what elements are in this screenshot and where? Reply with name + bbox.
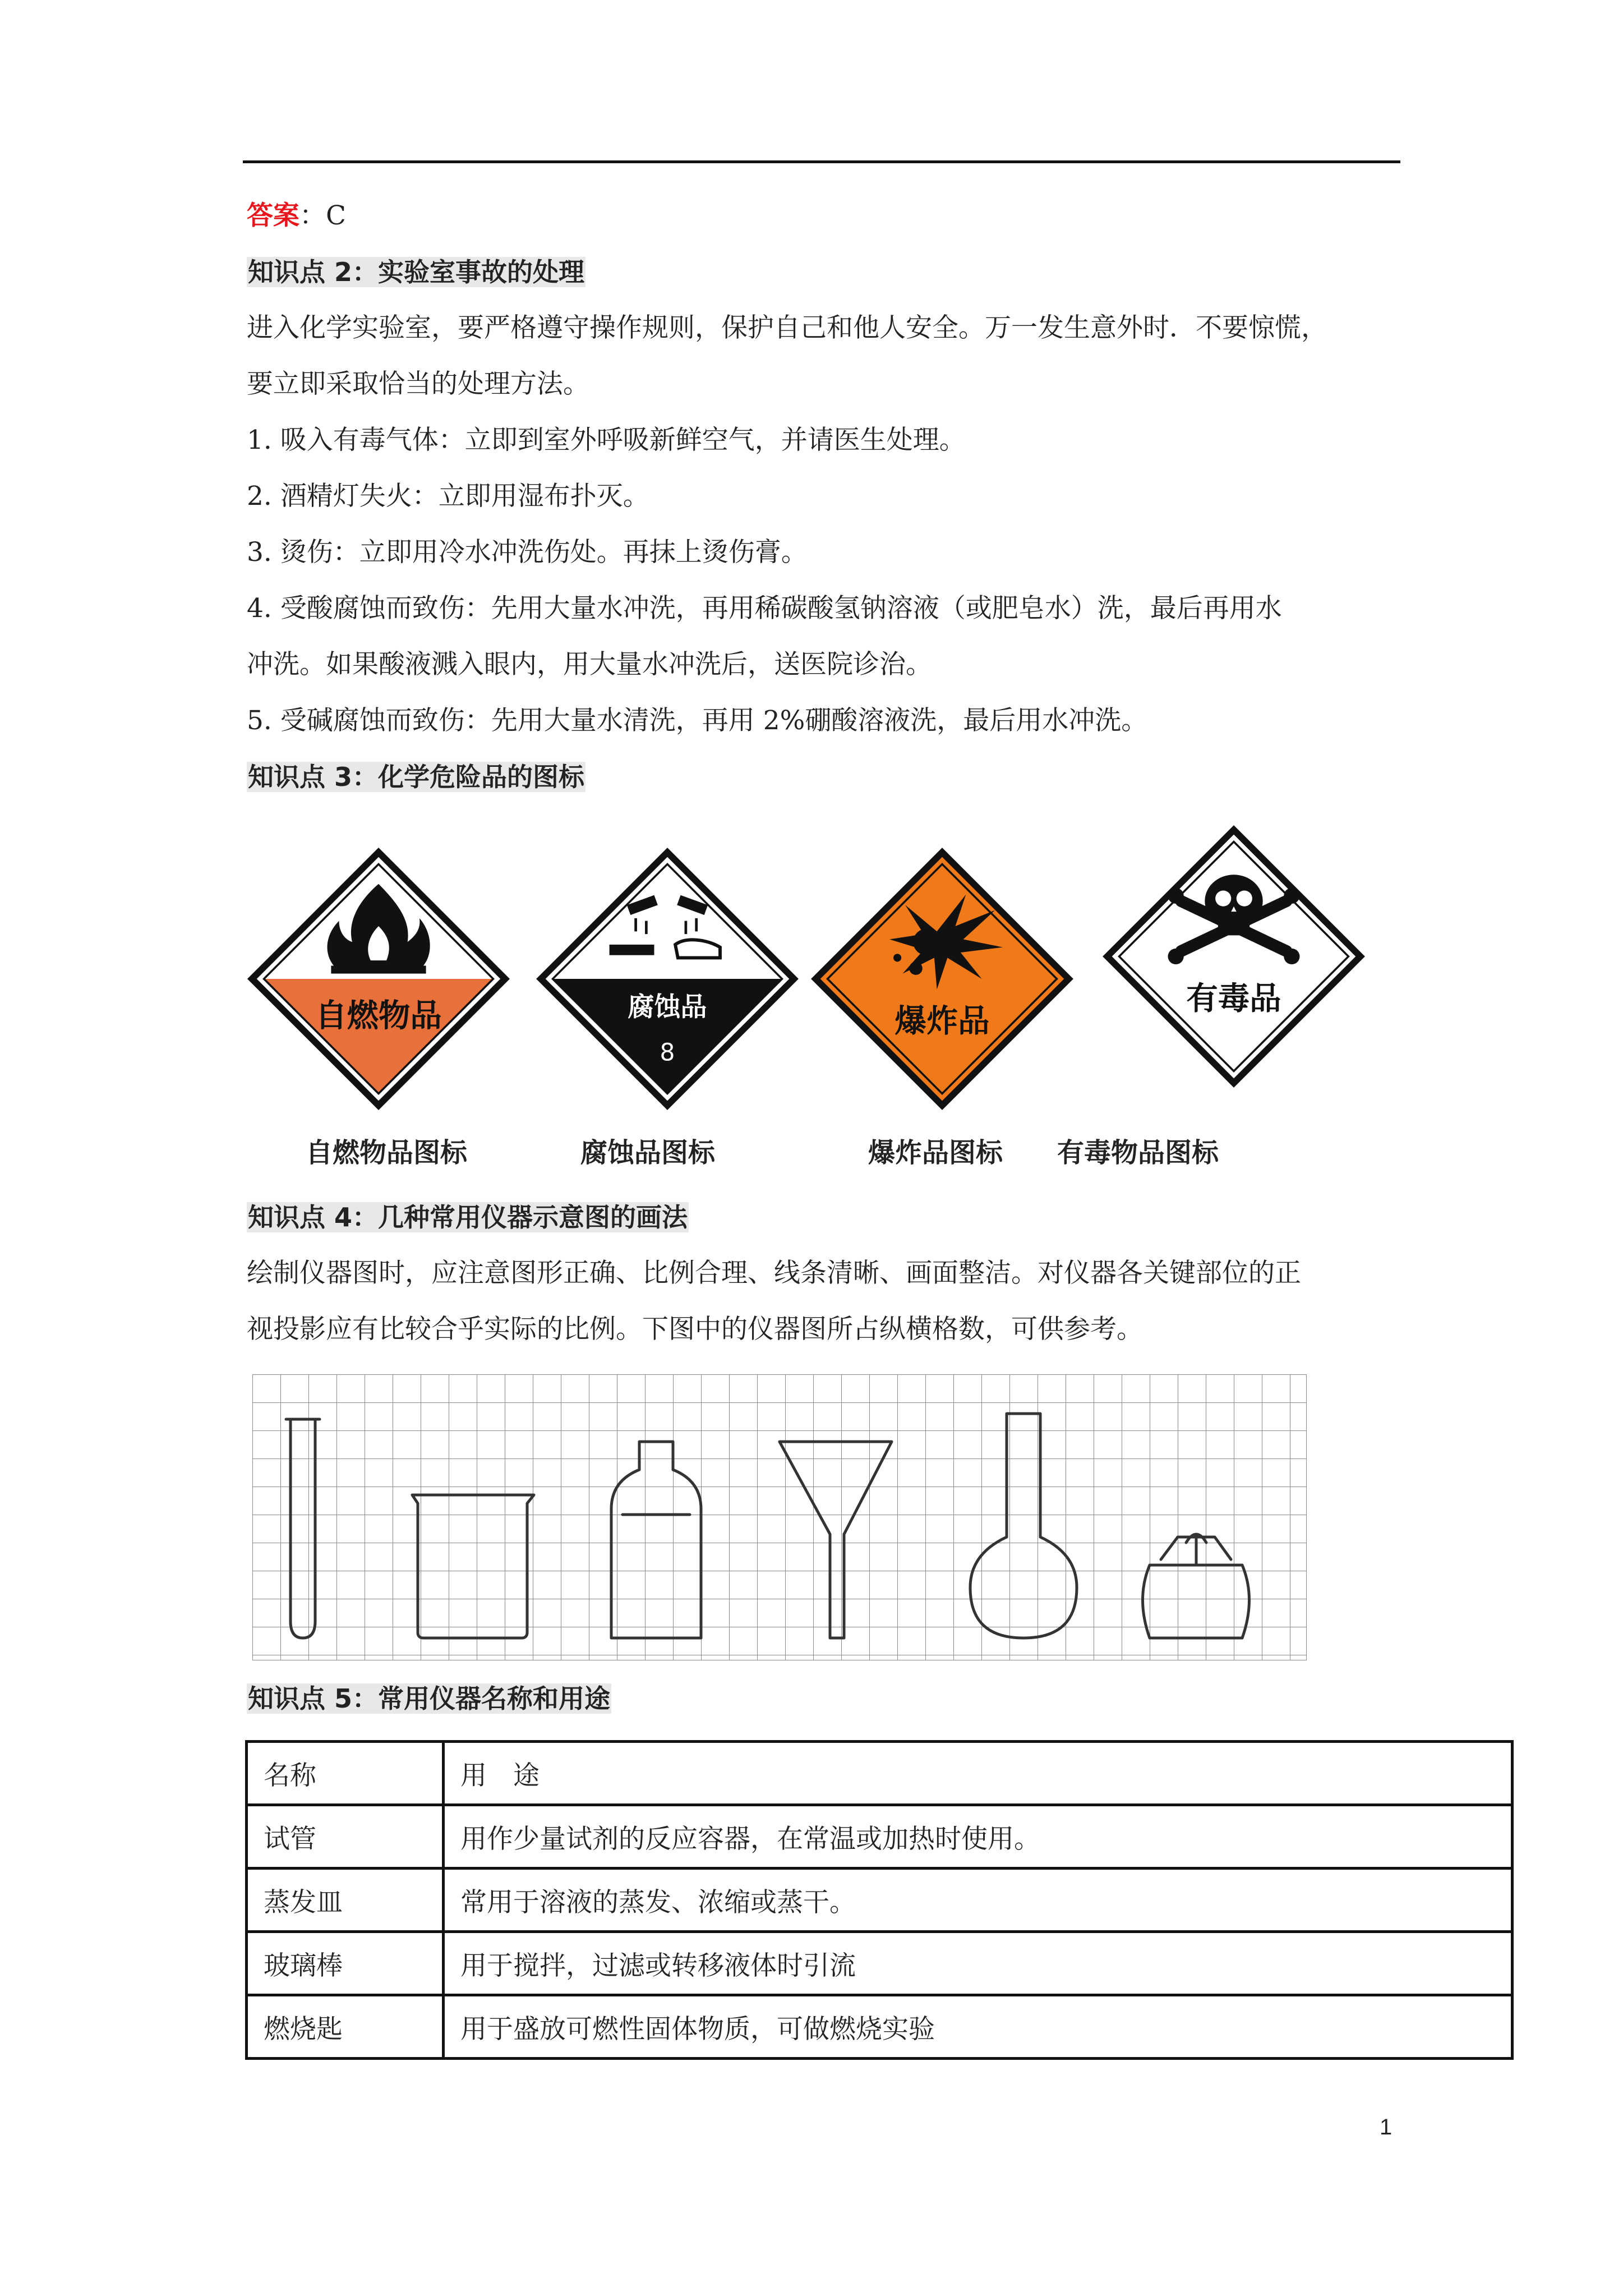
instrument-table xyxy=(245,1740,1514,2060)
kp2-item-2: 2. 酒精灯失火：立即用湿布扑灭。 xyxy=(247,481,649,512)
answer-sep: ： xyxy=(299,200,326,231)
kp2-heading xyxy=(247,255,585,289)
row-use: 用于盛放可燃性固体物质，可做燃烧实验 xyxy=(444,1995,1513,2059)
header-name: 名称 xyxy=(247,1742,444,1805)
sign-text-explosive: 爆炸品 xyxy=(895,1003,990,1039)
row-use: 用作少量试剂的反应容器，在常温或加热时使用。 xyxy=(444,1805,1513,1869)
kp4-para-2: 视投影应有比较合乎实际的比例。下图中的仪器图所占纵横格数，可供参考。 xyxy=(247,1314,1143,1345)
row-name: 试管 xyxy=(247,1805,444,1869)
kp2-item-4a: 4. 受酸腐蚀而致伤：先用大量水冲洗，再用稀碳酸氢钠溶液（或肥皂水）洗，最后再用水 xyxy=(247,593,1282,624)
kp4-para-1: 绘制仪器图时，应注意图形正确、比例合理、线条清晰、画面整洁。对仪器各关键部位的正 xyxy=(247,1258,1301,1289)
table-row xyxy=(247,1995,1513,2059)
table-row xyxy=(247,1932,1513,1995)
header-rule xyxy=(243,160,1400,163)
hazard-signs xyxy=(247,813,1380,1128)
instrument-grid xyxy=(252,1374,1307,1660)
caption-self-igniting: 自燃物品图标 xyxy=(306,1137,468,1168)
answer-label: 答案 xyxy=(247,200,299,231)
kp5-heading xyxy=(247,1682,611,1716)
kp2-intro-2: 要立即采取恰当的处理方法。 xyxy=(247,369,589,399)
kp2-item-4b: 冲洗。如果酸液溅入眼内，用大量水冲洗后，送医院诊治。 xyxy=(247,649,932,680)
hazard-sign-explosive xyxy=(810,847,1074,1111)
row-use: 常用于溶液的蒸发、浓缩或蒸干。 xyxy=(444,1869,1513,1932)
answer-line xyxy=(247,199,346,233)
hazard-sign-toxic xyxy=(1102,825,1366,1088)
row-name: 玻璃棒 xyxy=(247,1932,444,1995)
sign-class-number: 8 xyxy=(660,1038,675,1066)
table-row xyxy=(247,1805,1513,1869)
kp2-item-1: 1. 吸入有毒气体：立即到室外呼吸新鲜空气，并请医生处理。 xyxy=(247,425,966,455)
kp2-item-5: 5. 受碱腐蚀而致伤：先用大量水清洗，再用 2%硼酸溶液洗，最后用水冲洗。 xyxy=(247,705,1148,736)
kp3-heading xyxy=(247,760,585,794)
kp5-title: 知识点 5：常用仪器名称和用途 xyxy=(248,1683,611,1714)
kp2-title: 知识点 2：实验室事故的处理 xyxy=(248,257,585,287)
kp4-title: 知识点 4：几种常用仪器示意图的画法 xyxy=(248,1202,688,1232)
hazard-sign-corrosive xyxy=(536,847,799,1111)
answer-value: C xyxy=(326,200,346,231)
row-name: 蒸发皿 xyxy=(247,1869,444,1932)
sign-text-self-igniting: 自燃物品 xyxy=(315,997,442,1034)
hazard-sign-self-igniting xyxy=(247,847,510,1111)
table-row xyxy=(247,1869,1513,1932)
kp2-item-3: 3. 烫伤：立即用冷水冲洗伤处。再抹上烫伤膏。 xyxy=(247,537,808,568)
caption-toxic: 有毒物品图标 xyxy=(1057,1137,1219,1168)
caption-corrosive: 腐蚀品图标 xyxy=(580,1137,716,1168)
sign-text-corrosive: 腐蚀品 xyxy=(628,991,707,1023)
page-number: 1 xyxy=(1380,2115,1393,2139)
caption-explosive: 爆炸品图标 xyxy=(868,1137,1003,1168)
row-use: 用于搅拌，过滤或转移液体时引流 xyxy=(444,1932,1513,1995)
kp4-heading xyxy=(247,1200,689,1235)
kp2-intro-1: 进入化学实验室，要严格遵守操作规则，保护自己和他人安全。万一发生意外时．不要惊慌， xyxy=(247,312,1327,343)
kp3-title: 知识点 3：化学危险品的图标 xyxy=(248,762,585,792)
sign-captions xyxy=(0,1136,1623,1175)
row-name: 燃烧匙 xyxy=(247,1995,444,2059)
header-use: 用 途 xyxy=(444,1742,1513,1805)
table-header-row xyxy=(247,1742,1513,1805)
sign-text-toxic: 有毒品 xyxy=(1186,981,1281,1017)
